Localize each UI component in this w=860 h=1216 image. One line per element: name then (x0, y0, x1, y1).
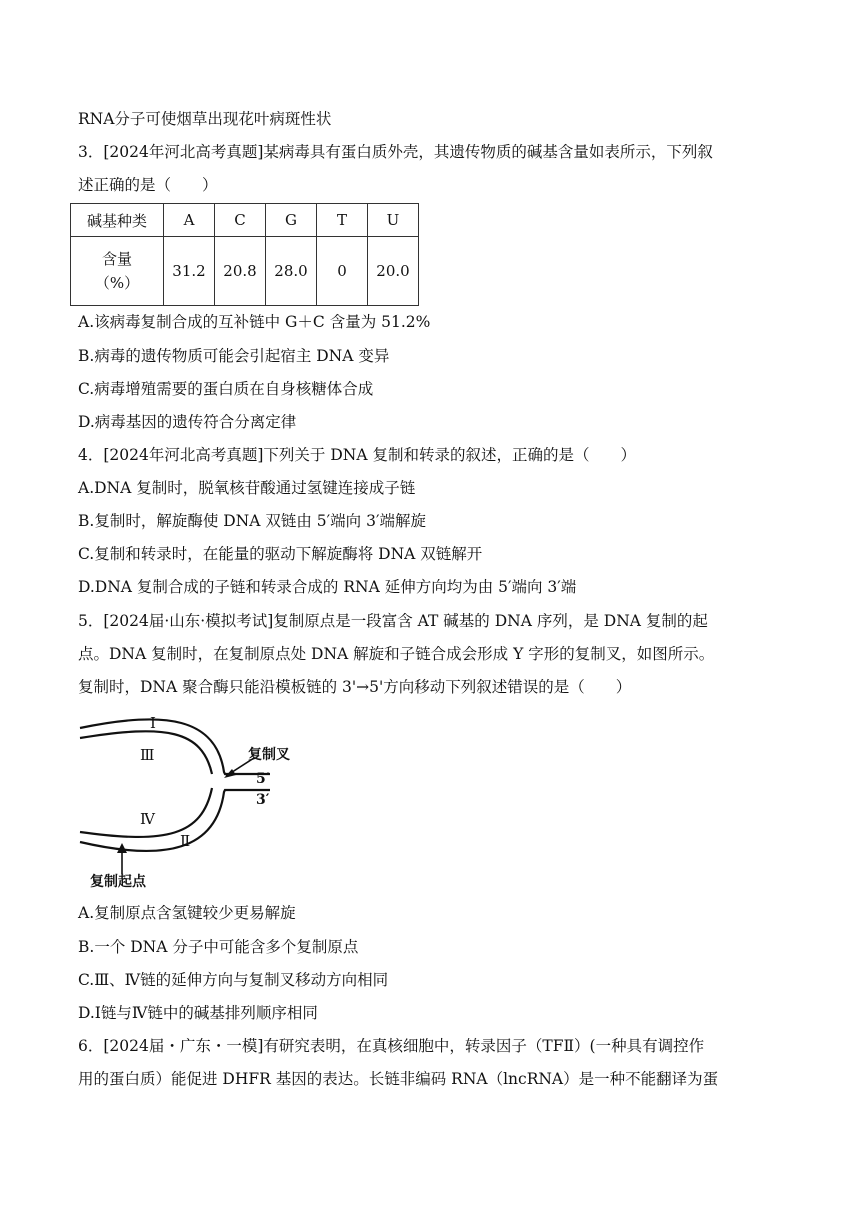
table-cell: 20.0 (368, 237, 419, 306)
table-cell: 20.8 (215, 237, 266, 306)
table-row-label (71, 237, 164, 306)
table-header-cell: U (368, 204, 419, 237)
row-label-line: 含量 (101, 250, 132, 268)
dna-strands (80, 719, 270, 851)
table-cell: 28.0 (266, 237, 317, 306)
option-d: D.Ⅰ链与Ⅳ链中的碱基排列顺序相同 (78, 1004, 318, 1022)
table-header-row (71, 204, 419, 237)
table-header-cell: G (266, 204, 317, 237)
question-3-stem: 3．[2024年河北高考真题]某病毒具有蛋白质外壳，其遗传物质的碱基含量如表所示，下列叙 (78, 143, 713, 161)
option-d: D.DNA 复制合成的子链和转录合成的 RNA 延伸方向均为由 5′端向 3′端 (78, 578, 577, 596)
strand-label-i: Ⅰ (150, 714, 156, 732)
option-a: A.DNA 复制时，脱氧核苷酸通过氢键连接成子链 (78, 479, 416, 497)
table-header-cell: T (317, 204, 368, 237)
origin-arrow (117, 843, 127, 874)
replication-fork-diagram (76, 712, 326, 892)
question-5-stem-cont: 复制时，DNA 聚合酶只能沿模板链的 3'→5'方向移动下列叙述错误的是（ ） (78, 678, 632, 696)
table-row (71, 237, 419, 306)
option-c: C.Ⅲ、Ⅳ链的延伸方向与复制叉移动方向相同 (78, 971, 389, 989)
table-header-cell: 碱基种类 (71, 204, 164, 237)
question-6-stem-cont: 用的蛋白质）能促进 DHFR 基因的表达。长链非编码 RNA（lncRNA）是一种不能翻译为蛋 (78, 1070, 719, 1088)
question-5-stem-cont: 点。DNA 复制时，在复制原点处 DNA 解旋和子链合成会形成 Y 字形的复制叉，如图所示。 (78, 645, 715, 663)
option-a: A.该病毒复制合成的互补链中 G＋C 含量为 51.2% (78, 313, 431, 331)
text-line: RNA分子可使烟草出现花叶病斑性状 (78, 110, 332, 128)
base-content-table (70, 203, 419, 306)
option-b: B.一个 DNA 分子中可能含多个复制原点 (78, 938, 359, 956)
fork-label: 复制叉 (248, 747, 290, 763)
table-cell: 0 (317, 237, 368, 306)
option-a: A.复制原点含氢键较少更易解旋 (78, 904, 296, 922)
strand-ii (80, 790, 270, 851)
question-4-stem: 4．[2024年河北高考真题]下列关于 DNA 复制和转录的叙述，正确的是（ ） (78, 446, 636, 464)
option-c: C.病毒增殖需要的蛋白质在自身核糖体合成 (78, 380, 374, 398)
end-label-3: 3′ (256, 792, 270, 808)
strand-label-iii: Ⅲ (140, 746, 155, 764)
option-d: D.病毒基因的遗传符合分离定律 (78, 413, 297, 431)
question-5-stem: 5．[2024届·山东·模拟考试]复制原点是一段富含 AT 碱基的 DNA 序列，是 DNA 复制的起 (78, 612, 708, 630)
option-b: B.复制时，解旋酶使 DNA 双链由 5′端向 3′端解旋 (78, 512, 426, 530)
strand-label-iv: Ⅳ (140, 810, 155, 828)
end-label-5: 5′ (256, 771, 270, 787)
row-label-line: （%） (94, 274, 140, 292)
option-c: C.复制和转录时，在能量的驱动下解旋酶将 DNA 双链解开 (78, 545, 483, 563)
table-header-cell: A (164, 204, 215, 237)
strand-label-ii: Ⅱ (180, 832, 191, 850)
table-cell: 31.2 (164, 237, 215, 306)
origin-label: 复制起点 (90, 874, 146, 890)
table-header-cell: C (215, 204, 266, 237)
question-6-stem: 6．[2024届・广东・一模]有研究表明，在真核细胞中，转录因子（TFⅡ）(一种具有调控作 (78, 1037, 705, 1055)
option-b: B.病毒的遗传物质可能会引起宿主 DNA 变异 (78, 347, 390, 365)
question-3-stem-cont: 述正确的是（ ） (78, 176, 218, 194)
